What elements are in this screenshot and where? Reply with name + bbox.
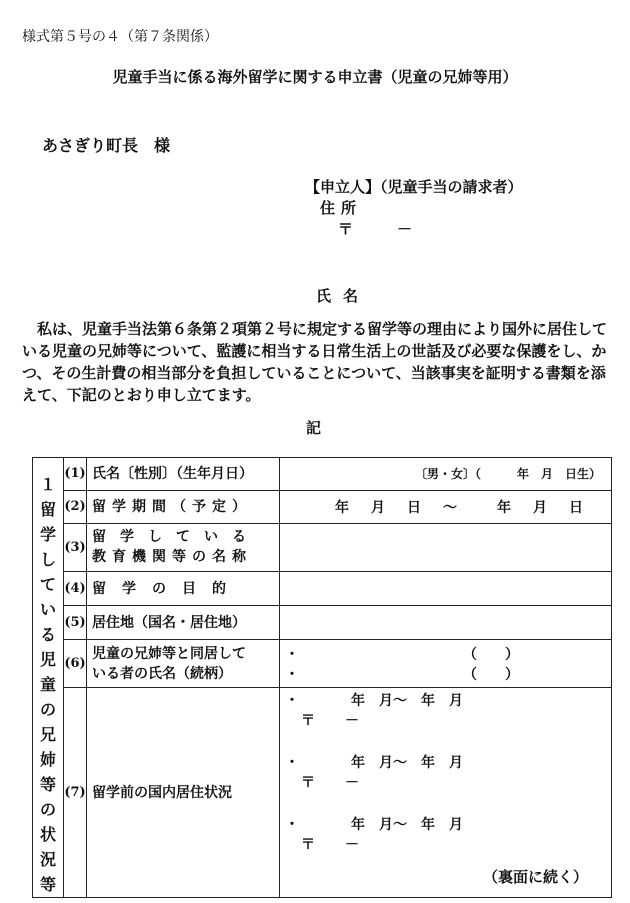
row-number: (2): [64, 490, 87, 523]
side-label-char: 等: [39, 775, 56, 794]
study-period-template: 年 月 日 ～ 年 月 日: [335, 499, 587, 516]
row-label-line2: 教育機関等の名称: [92, 549, 252, 566]
name-gender-birth-field[interactable]: [280, 458, 612, 491]
row-label: 留学期間（予定）: [87, 490, 280, 523]
statement-text: 私は、児童手当法第６条第２項第２号に規定する留学等の理由により国外に居住している児童の兄姉等について、監護に相当する日常生活上の世話及び必要な保護をし、かつ、その生計費の相当部分を負担していることについて、当該事実を証明する書類を添えて、下記のとおり申し立てます。: [22, 320, 608, 404]
prior-residence-entry: [285, 752, 606, 814]
postal-code-field[interactable]: [338, 218, 412, 239]
side-label-char: て: [39, 575, 56, 594]
row-number: (7): [64, 688, 87, 898]
side-label-char: 兄: [39, 725, 56, 744]
relationship-paren: （ ）: [463, 666, 519, 683]
table-row: [33, 572, 612, 606]
row-label-line1: 留学している: [92, 529, 260, 546]
gender-birth-template: 〔男・女〕（ 年 月 日生）: [414, 467, 601, 482]
cohabitant-line: [285, 664, 606, 684]
bullet: ・: [285, 666, 299, 683]
table-row: [33, 523, 612, 571]
period-template: 年 月～ 年 月: [351, 755, 463, 772]
row-label: 留学の目的: [87, 572, 280, 606]
bullet: ・: [285, 817, 299, 834]
row-label: [87, 640, 280, 688]
applicant-heading: 【申立人】（児童手当の請求者）: [305, 178, 523, 196]
side-label-char: の: [39, 800, 56, 819]
study-purpose-field[interactable]: [280, 572, 612, 606]
postal-dash: －: [345, 775, 359, 792]
side-label: [38, 497, 58, 897]
addressee: あさぎり町長 様: [42, 136, 171, 155]
side-label-char: る: [39, 625, 56, 644]
institution-name-field[interactable]: [280, 523, 612, 571]
row-number: (4): [64, 572, 87, 606]
prior-residence-entry: [285, 690, 606, 752]
side-label-char: し: [39, 550, 56, 569]
status-table: [32, 457, 612, 898]
postal-dash: －: [397, 220, 413, 238]
side-label-char: い: [39, 600, 56, 619]
side-label-char: 姉: [39, 750, 56, 769]
row-label: 居住地（国名・居住地）: [87, 606, 280, 640]
postal-dash: －: [345, 837, 359, 854]
row-label: 留学前の国内居住状況: [87, 688, 280, 898]
row-label-line1: 児童の兄姉等と同居して: [92, 645, 246, 662]
row-number: (5): [64, 606, 87, 640]
document-title: 児童手当に係る海外留学に関する申立書（児童の兄姉等用）: [112, 68, 518, 86]
side-label-char: 学: [39, 525, 56, 544]
prior-residence-entry: [285, 814, 606, 864]
postal-mark: 〒: [338, 220, 354, 238]
side-label-char: 児: [39, 650, 56, 669]
table-row: [33, 606, 612, 640]
study-period-field[interactable]: [280, 490, 612, 523]
postal-mark: 〒: [301, 837, 315, 854]
side-label-char: の: [39, 700, 56, 719]
address-label: 住所: [320, 199, 363, 217]
side-label-char: 況: [39, 850, 56, 869]
bullet: ・: [285, 646, 299, 663]
side-label-char: 等: [39, 875, 56, 894]
row-label-line2: いる者の氏名（続柄）: [92, 665, 232, 682]
table-row: [33, 458, 612, 491]
form-number: 様式第５号の４（第７条関係）: [22, 29, 218, 45]
period-template: 年 月～ 年 月: [351, 693, 463, 710]
side-label-char: 留: [39, 500, 56, 519]
row-label: 氏名〔性別〕（生年月日）: [87, 458, 280, 491]
cohabitant-field[interactable]: [280, 640, 612, 688]
row-label: [87, 523, 280, 571]
side-label-char: 状: [39, 825, 56, 844]
statement-paragraph: [22, 318, 614, 406]
postal-mark: 〒: [301, 775, 315, 792]
residence-field[interactable]: [280, 606, 612, 640]
side-number: １: [39, 475, 56, 494]
row-number: (6): [64, 640, 87, 688]
postal-dash: －: [345, 713, 359, 730]
bullet: ・: [285, 755, 299, 772]
ki-heading: 記: [306, 419, 322, 437]
relationship-paren: （ ）: [463, 646, 519, 663]
side-header: [33, 458, 64, 898]
table-row: [33, 490, 612, 523]
row-number: (3): [64, 523, 87, 571]
row-number: (1): [64, 458, 87, 491]
side-label-char: 童: [39, 675, 56, 694]
bullet: ・: [285, 693, 299, 710]
cohabitant-line: [285, 644, 606, 664]
table-row: [33, 640, 612, 688]
continued-on-back: （裏面に続く）: [482, 868, 588, 886]
name-label: 氏名: [316, 287, 371, 305]
period-template: 年 月～ 年 月: [351, 817, 463, 834]
postal-mark: 〒: [301, 713, 315, 730]
